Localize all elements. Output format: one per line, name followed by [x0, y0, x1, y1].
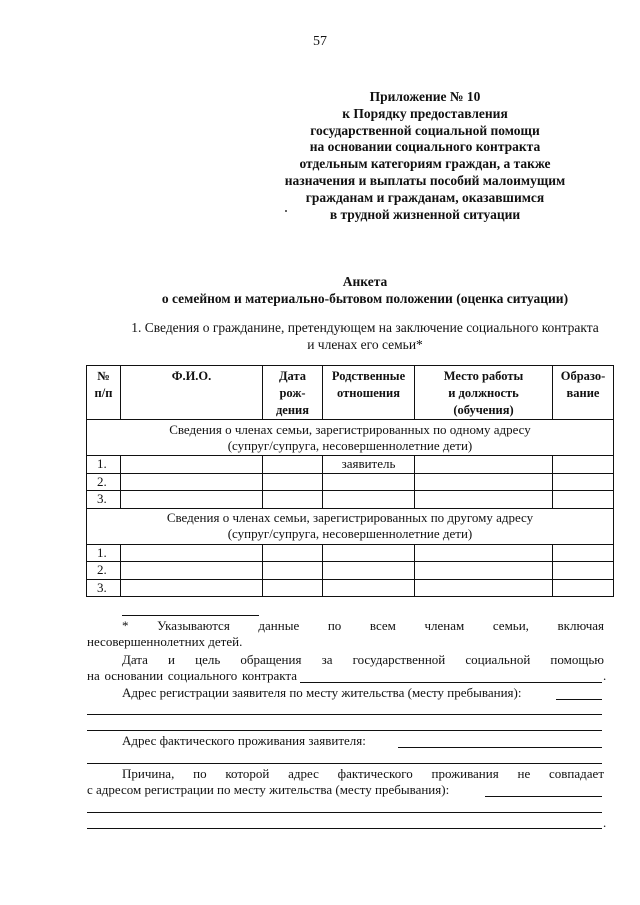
purpose-fill-line[interactable]	[300, 682, 602, 683]
appendix-line: в трудной жизненной ситуации	[329, 206, 521, 222]
section-heading-line1: 1. Сведения о гражданине, претендующем на заключение социального контракта	[131, 320, 599, 335]
appendix-line: на основании социального контракта	[309, 139, 541, 155]
relation-cell[interactable]	[323, 562, 415, 580]
table-row	[87, 456, 614, 474]
education-cell[interactable]	[553, 473, 614, 491]
group-label: Сведения о членах семьи, зарегистрированных по другому адресу (супруг/супруга, несовершеннолетние дети)	[87, 508, 614, 544]
section-heading	[90, 319, 640, 353]
dob-cell[interactable]	[263, 579, 323, 597]
job-cell[interactable]	[415, 473, 553, 491]
header-fio: Ф.И.О.	[121, 366, 263, 420]
row-number: 2.	[87, 562, 121, 580]
header-education: Образо- вание	[553, 366, 614, 420]
relation-cell[interactable]	[323, 544, 415, 562]
registration-fill-line[interactable]	[87, 730, 602, 731]
group-label: Сведения о членах семьи, зарегистрированных по одному адресу (супруг/супруга, несовершеннолетние дети)	[87, 420, 614, 456]
appendix-line: к Порядку предоставления	[342, 105, 508, 121]
header-num: № п/п	[87, 366, 121, 420]
registration-fill-inline[interactable]	[556, 699, 602, 700]
dob-cell[interactable]	[263, 562, 323, 580]
dob-cell[interactable]	[263, 544, 323, 562]
form-title-sub: о семейном и материально-бытовом положении (оценка ситуации)	[161, 291, 569, 306]
reason-fill-inline[interactable]	[485, 796, 602, 797]
reason-label-line1: Причина, по которой адрес фактического проживания не совпадает	[122, 766, 604, 781]
education-cell[interactable]	[553, 579, 614, 597]
education-cell[interactable]	[553, 491, 614, 509]
section-heading-line2: и членах его семьи*	[307, 337, 423, 352]
education-cell[interactable]	[553, 562, 614, 580]
table-row	[87, 579, 614, 597]
row-number: 2.	[87, 473, 121, 491]
purpose-label-line1: Дата и цель обращения за государственной социальной помощью	[122, 652, 604, 667]
row-number: 3.	[87, 491, 121, 509]
dob-cell[interactable]	[263, 456, 323, 474]
row-number: 1.	[87, 456, 121, 474]
appendix-line: отдельным категориям граждан, а также	[299, 156, 551, 172]
registration-address-label: Адрес регистрации заявителя по месту жительства (месту пребывания):	[122, 685, 522, 700]
reason-label-line2: с адресом регистрации по месту жительства (месту пребывания):	[87, 782, 450, 797]
job-cell[interactable]	[415, 579, 553, 597]
job-cell[interactable]	[415, 562, 553, 580]
purpose-period: .	[603, 668, 607, 683]
family-members-table	[86, 365, 614, 597]
registration-fill-line[interactable]	[87, 714, 602, 715]
appendix-line: гражданам и гражданам, оказавшимся	[305, 189, 545, 205]
education-cell[interactable]	[553, 544, 614, 562]
actual-address-fill-line[interactable]	[87, 763, 602, 764]
fio-cell[interactable]	[121, 544, 263, 562]
dob-cell[interactable]	[263, 491, 323, 509]
group-row-same-address	[87, 420, 614, 456]
header-job: Место работы и должность (обучения)	[415, 366, 553, 420]
job-cell[interactable]	[415, 491, 553, 509]
form-title	[100, 273, 630, 307]
scan-speck	[285, 210, 287, 212]
relation-cell[interactable]	[323, 473, 415, 491]
table-row	[87, 562, 614, 580]
purpose-label-line2: на основании социального контракта	[87, 668, 297, 683]
reason-fill-line[interactable]	[87, 812, 602, 813]
education-cell[interactable]	[553, 456, 614, 474]
footnote-line2: несовершеннолетних детей.	[87, 634, 243, 649]
actual-address-label: Адрес фактического проживания заявителя:	[122, 733, 366, 748]
relation-cell[interactable]	[323, 491, 415, 509]
fio-cell[interactable]	[121, 456, 263, 474]
job-cell[interactable]	[415, 456, 553, 474]
appendix-header	[270, 89, 580, 223]
relation-cell[interactable]: заявитель	[323, 456, 415, 474]
table-row	[87, 473, 614, 491]
table-row	[87, 491, 614, 509]
appendix-line: назначения и выплаты пособий малоимущим	[284, 172, 566, 188]
table-header-row	[87, 366, 614, 420]
relation-cell[interactable]	[323, 579, 415, 597]
fio-cell[interactable]	[121, 491, 263, 509]
group-row-other-address	[87, 508, 614, 544]
actual-address-fill-inline[interactable]	[398, 747, 602, 748]
job-cell[interactable]	[415, 544, 553, 562]
reason-fill-line[interactable]	[87, 828, 602, 829]
fio-cell[interactable]	[121, 473, 263, 491]
page-number: 57	[313, 34, 327, 49]
header-relation: Родственные отношения	[323, 366, 415, 420]
table-row	[87, 544, 614, 562]
appendix-line: Приложение № 10	[369, 89, 481, 104]
dob-cell[interactable]	[263, 473, 323, 491]
appendix-line: государственной социальной помощи	[310, 122, 540, 138]
footnote-line1: * Указываются данные по всем членам семьи, включая	[122, 618, 604, 633]
fio-cell[interactable]	[121, 562, 263, 580]
footnote-separator	[122, 615, 259, 616]
row-number: 3.	[87, 579, 121, 597]
form-title-main: Анкета	[342, 274, 388, 289]
row-number: 1.	[87, 544, 121, 562]
reason-period: .	[603, 815, 607, 830]
header-dob: Дата рож- дения	[263, 366, 323, 420]
fio-cell[interactable]	[121, 579, 263, 597]
